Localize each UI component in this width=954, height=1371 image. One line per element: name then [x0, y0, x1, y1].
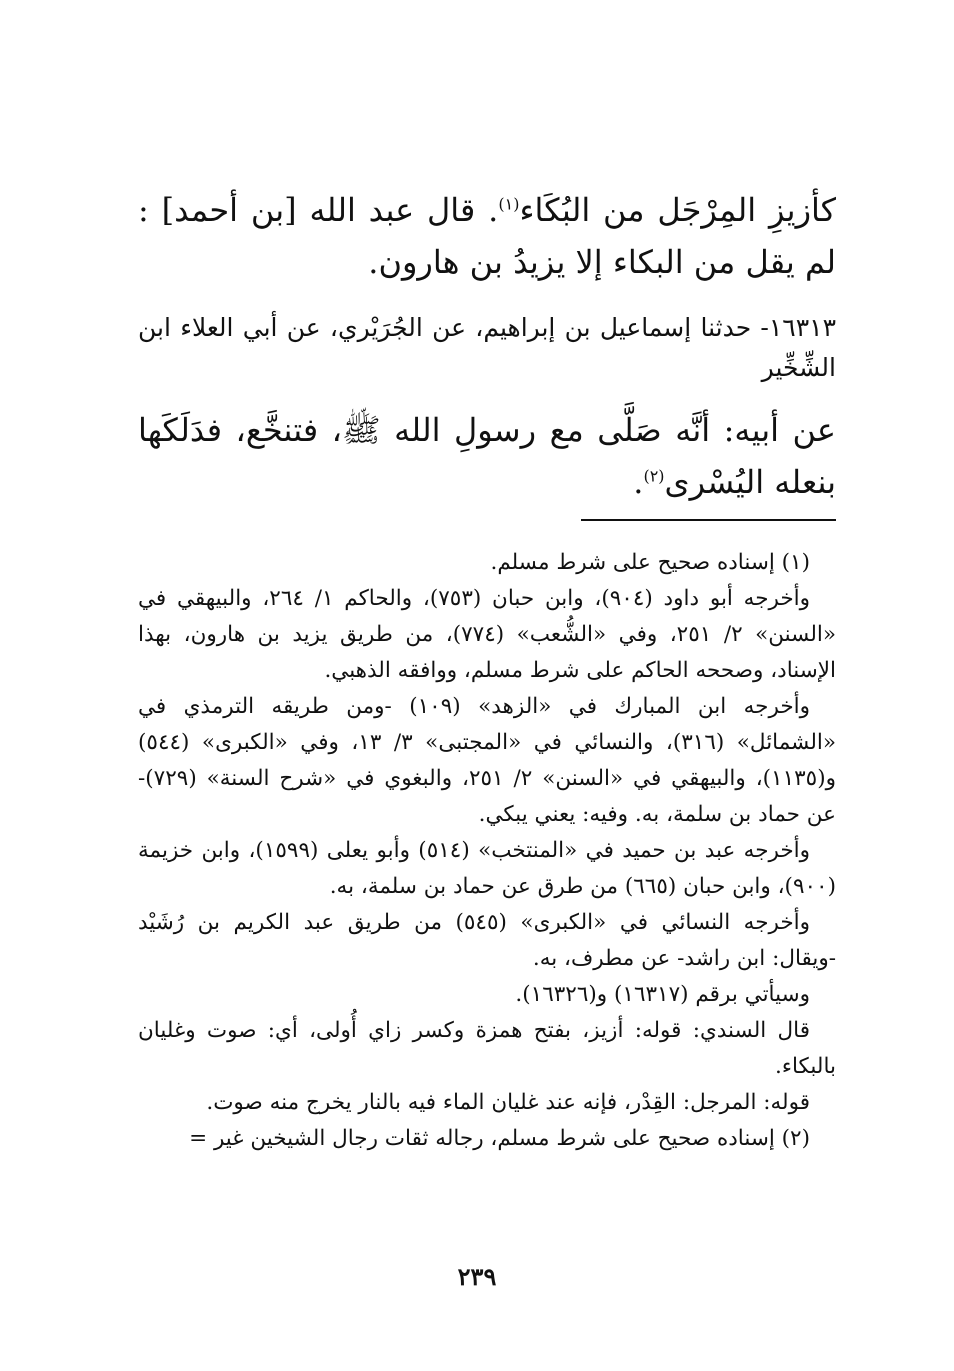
main-text: . قال عبد الله [بن أحمد] : لم يقل من البكاء إلا يزيدُ بن هارون.: [138, 191, 836, 281]
footnote-paragraph: قال السندي: قوله: أزيز، بفتح همزة وكسر زاي أُولى، أي: صوت وغليان بالبكاء.: [138, 1018, 836, 1079]
main-text: عن أبيه: أنَّه صَلَّى مع رسولِ الله ﷺ، فتنخَّع، فدَلَكَها بنعله اليُسْرى: [138, 411, 837, 501]
footnote-marker: (٢): [643, 466, 665, 486]
footnote-paragraph: وأخرجه ابن المبارك في «الزهد» (١٠٩) -ومن طريقه الترمذي في «الشمائل» (٣١٦)، والنسائي في «المجتبى» ٣/ ١٣، وفي «الكبرى» (٥٤٤) و(١١٣٥)، والبيهقي في «السنن» ٢/ ٢٥١، والبغوي في «شرح السنة» (٧٢٩)- عن حماد بن سلمة، به. وفيه: يعني يبكي.: [138, 694, 837, 827]
main-text: كأزيزِ المِرْجَل من البُكَاء: [519, 191, 837, 229]
footnote-paragraph: وسيأتي برقم (١٦٣١٧) و(١٦٣٢٦).: [515, 982, 810, 1007]
footnote-separator: [581, 519, 836, 521]
footnote-marker: (١): [498, 194, 520, 214]
hadith-chain: ١٦٣١٣- حدثنا إسماعيل بن إبراهيم، عن الجُرَيْري، عن أبي العلاء ابن الشِّخِّير: [138, 313, 836, 382]
footnote-paragraph: (١) إسناده صحيح على شرط مسلم.: [490, 550, 810, 575]
hadith-text: [138, 404, 836, 508]
page-number: ٢٣٩: [457, 1262, 497, 1291]
main-paragraph-1: [138, 184, 836, 288]
footnote-paragraph: وأخرجه عبد بن حميد في «المنتخب» (٥١٤) وأبو يعلى (١٥٩٩)، وابن خزيمة (٩٠٠)، وابن حبان (٦٦٥) من طرق عن حماد بن سلمة، به.: [138, 838, 836, 899]
footnotes-section: [138, 545, 836, 1157]
footnote-paragraph: وأخرجه النسائي في «الكبرى» (٥٤٥) من طريق عبد الكريم بن رُشَيْد -ويقال: ابن راشد- عن مطرف، به.: [138, 910, 836, 971]
footnote-paragraph: قوله: المرجل: القِدْر، فإنه عند غليان الماء فيه بالنار يخرج منه صوت.: [206, 1090, 810, 1115]
footnote-paragraph: وأخرجه أبو داود (٩٠٤)، وابن حبان (٧٥٣)، والحاكم ١/ ٢٦٤، والبيهقي في «السنن» ٢/ ٢٥١، وفي «الشُّعب» (٧٧٤)، من طريق يزيد بن هارون، بهذا الإسناد، وصححه الحاكم على شرط مسلم، ووافقه الذهبي.: [138, 586, 837, 683]
footnote-paragraph: (٢) إسناده صحيح على شرط مسلم، رجاله ثقات رجال الشيخين غير =: [189, 1126, 810, 1151]
main-text: .: [633, 463, 644, 501]
